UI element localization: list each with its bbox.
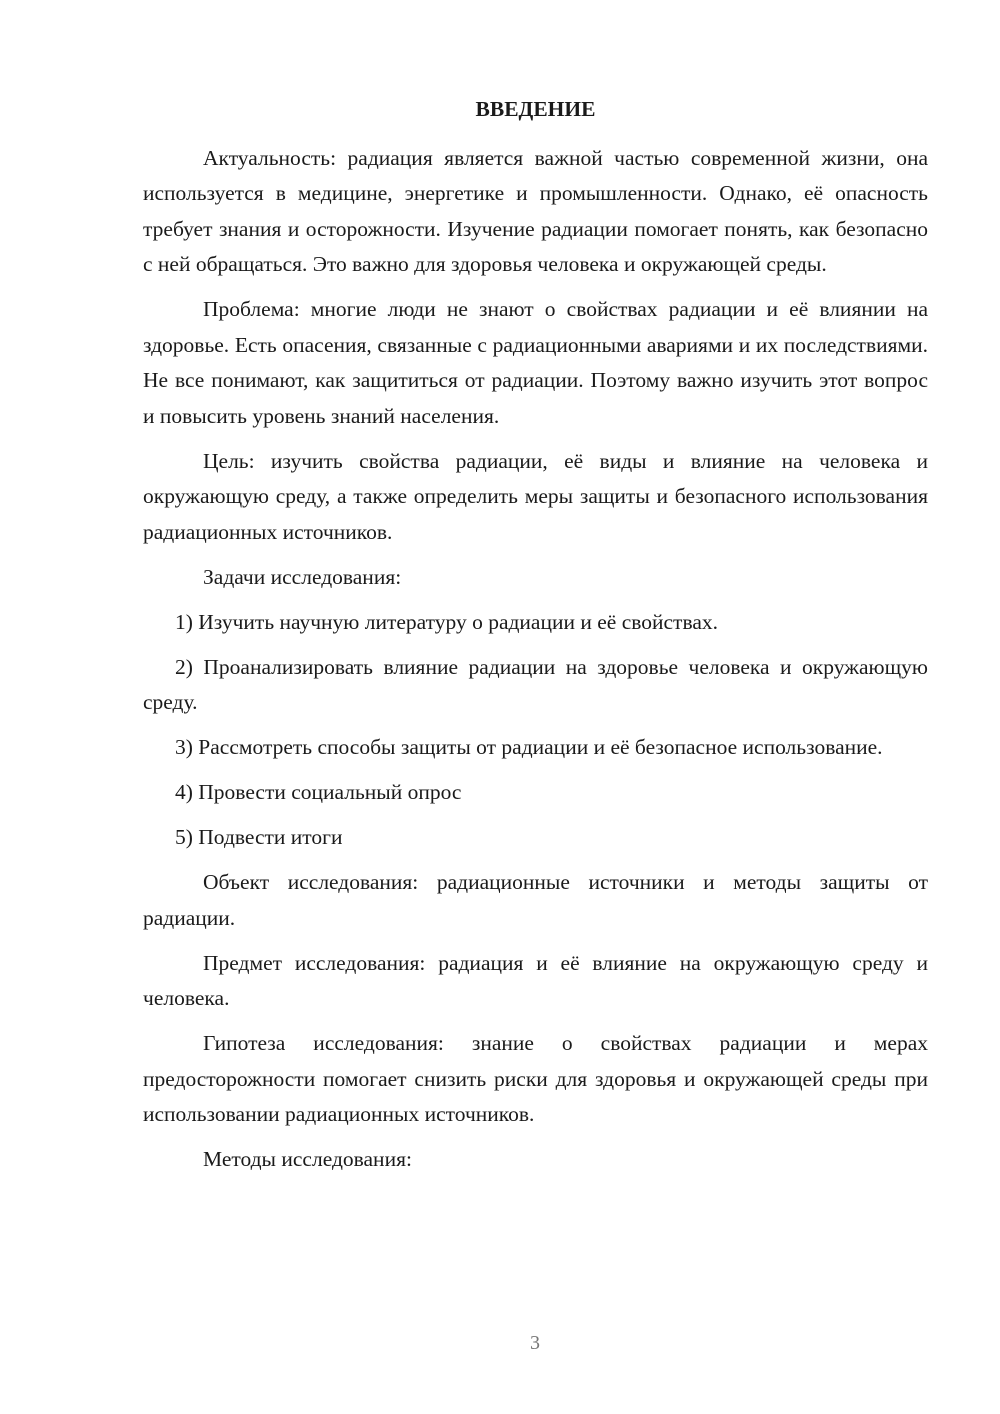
task-item-1: 1) Изучить научную литературу о радиации и её свойствах. (175, 609, 718, 634)
task-item-2: 2) Проанализировать влияние радиации на здоровье человека и окружающую среду. (143, 654, 928, 714)
paragraph-problem: Проблема: многие люди не знают о свойствах радиации и её влиянии на здоровье. Есть опасения, связанные с радиационными авариями и их последствиями. Не все понимают, как защититься от радиации. Поэтому важно изучить этот вопрос и повысить уровень знаний населения. (143, 297, 928, 428)
task-item-4: 4) Провести социальный опрос (175, 780, 462, 804)
paragraph-object: Объект исследования: радиационные источники и методы защиты от радиации. (143, 870, 928, 930)
paragraph-goal: Цель: изучить свойства радиации, её виды и влияние на человека и окружающую среду, а также определить меры защиты и безопасного использования радиационных источников. (143, 448, 928, 544)
paragraph-hypothesis: Гипотеза исследования: знание о свойствах радиации и мерах предосторожности помогает снизить риски для здоровья и окружающей среды при использовании радиационных источников. (143, 1031, 928, 1126)
page-number: 3 (530, 1332, 540, 1354)
tasks-title: Задачи исследования: (203, 564, 402, 589)
document-page (143, 92, 928, 1187)
methods-title: Методы исследования: (203, 1147, 412, 1171)
section-heading: ВВЕДЕНИЕ (475, 97, 596, 121)
paragraph-subject: Предмет исследования: радиация и её влияние на окружающую среду и человека. (143, 950, 928, 1010)
task-item-5: 5) Подвести итоги (175, 825, 343, 849)
paragraph-relevance: Актуальность: радиация является важной частью современной жизни, она используется в медицине, энергетике и промышленности. Однако, её опасность требует знания и осторожности. Изучение радиации помогает понять, как безопасно с ней обращаться. Это важно для здоровья человека и окружающей среды. (143, 145, 928, 276)
task-item-3: 3) Рассмотреть способы защиты от радиации и её безопасное использование. (175, 735, 883, 759)
